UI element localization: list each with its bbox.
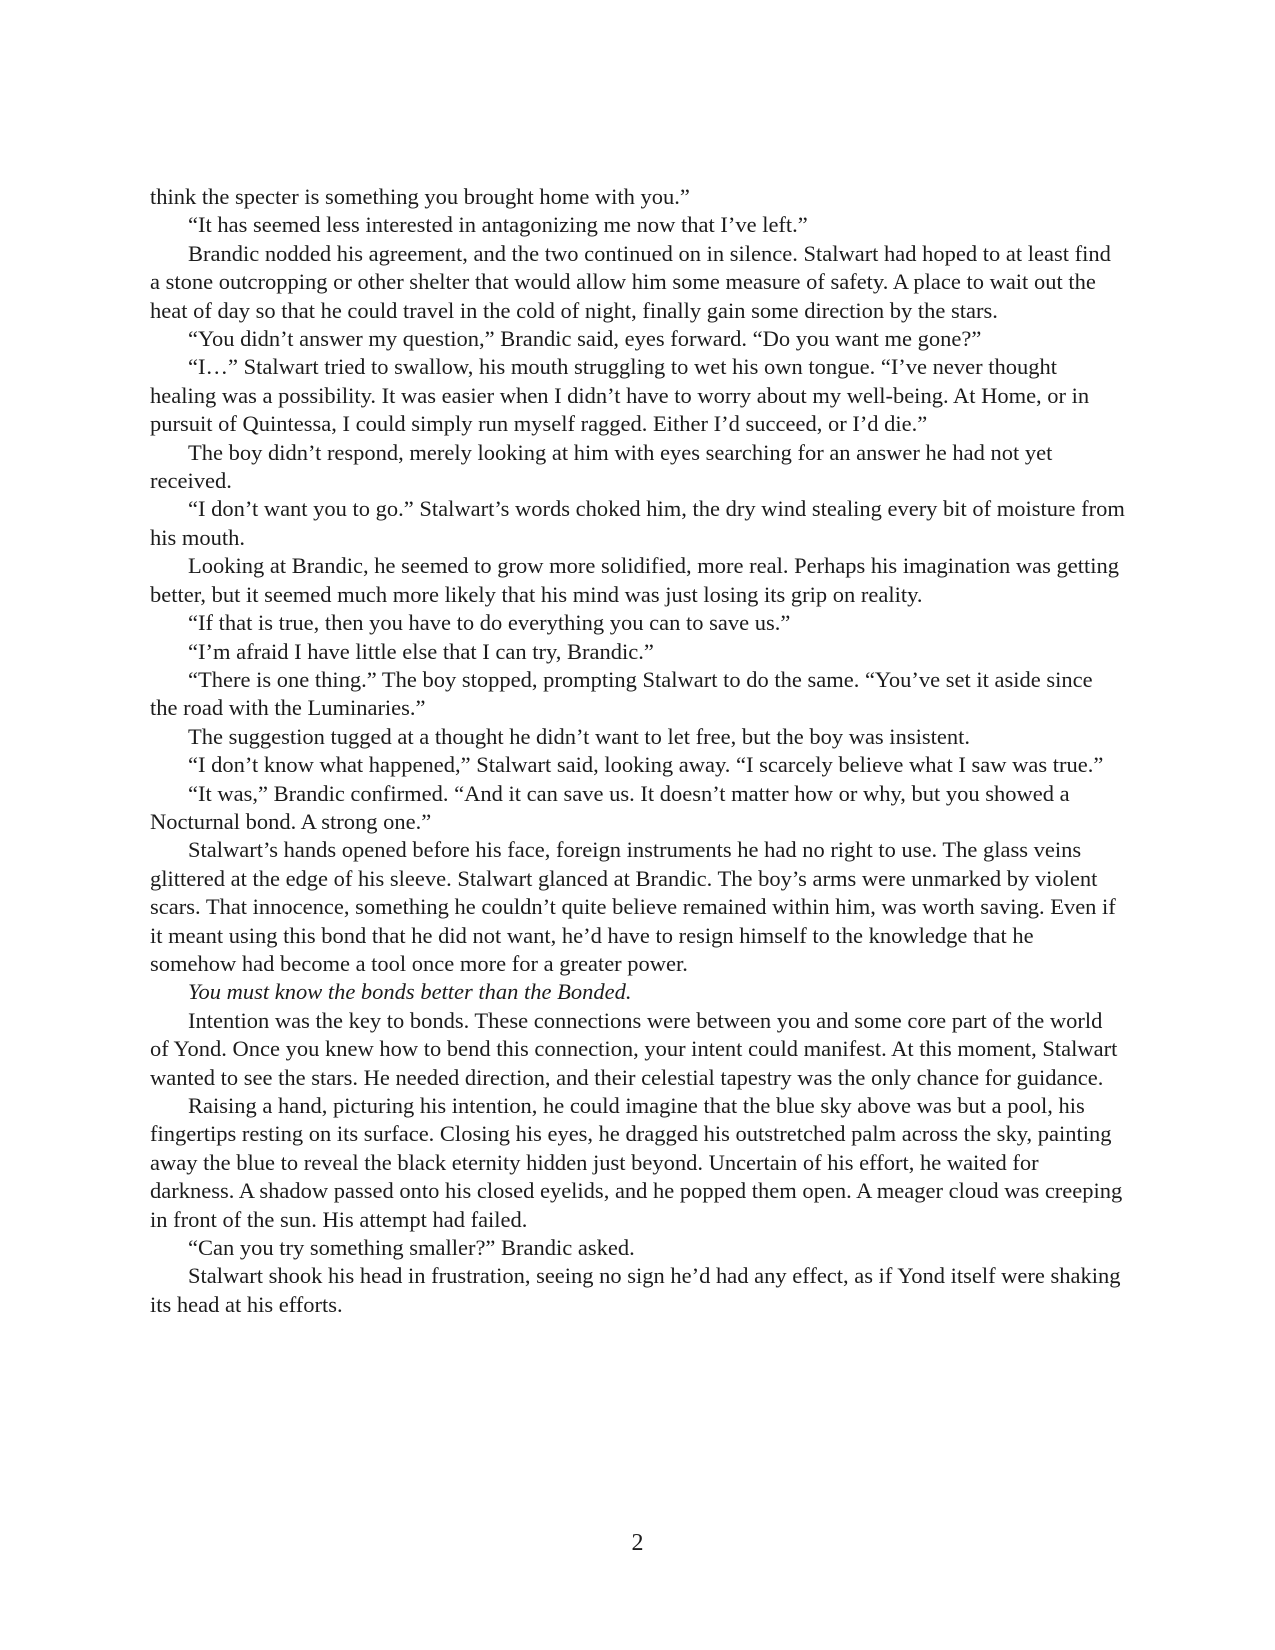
paragraph: Brandic nodded his agreement, and the two continued on in silence. Stalwart had hoped to at least find a stone outcropping or other shelter that would allow him some measure of safety. A place to wait out the heat of day so that he could travel in the cold of night, finally gain some direction by the stars. bbox=[150, 240, 1111, 323]
paragraph: Looking at Brandic, he seemed to grow more solidified, more real. Perhaps his imagination was getting better, but it seemed much more likely that his mind was just losing its grip on reality. bbox=[150, 553, 1120, 607]
paragraph: “It was,” Brandic confirmed. “And it can save us. It doesn’t matter how or why, but you showed a Nocturnal bond. A strong one.” bbox=[150, 780, 1070, 834]
paragraph: “You didn’t answer my question,” Brandic said, eyes forward. “Do you want me gone?” bbox=[188, 326, 982, 352]
paragraph: “If that is true, then you have to do everything you can to save us.” bbox=[188, 610, 791, 636]
paragraph: “It has seemed less interested in antagonizing me now that I’ve left.” bbox=[188, 212, 808, 238]
paragraph: think the specter is something you brought home with you.” bbox=[150, 184, 690, 209]
paragraph: The suggestion tugged at a thought he didn’t want to let free, but the boy was insistent. bbox=[188, 723, 970, 749]
paragraph: Intention was the key to bonds. These connections were between you and some core part of the world of Yond. Once you knew how to bend this connection, your intent could manifest. At this moment, Stalwart wanted to see the stars. He needed direction, and their celestial tapestry was the only chance for guidance. bbox=[150, 1007, 1118, 1090]
page-number: 2 bbox=[631, 1530, 644, 1556]
paragraph: “I don’t want you to go.” Stalwart’s words choked him, the dry wind stealing every bit of moisture from his mouth. bbox=[150, 496, 1125, 550]
paragraph: “There is one thing.” The boy stopped, prompting Stalwart to do the same. “You’ve set it aside since the road with the Luminaries.” bbox=[150, 666, 1093, 721]
paragraph: Raising a hand, picturing his intention, he could imagine that the blue sky above was but a pool, his fingertips resting on its surface. Closing his eyes, he dragged his outstretched palm across the sky, painting away the blue to reveal the black eternity hidden just beyond. Uncertain of his effort, he waited for darkness. A shadow passed onto his closed eyelids, and he popped them open. A meager cloud was creeping in front of the sun. His attempt had failed. bbox=[150, 1093, 1123, 1232]
paragraph: Stalwart shook his head in frustration, seeing no sign he’d had any effect, as if Yond itself were shaking its head at his efforts. bbox=[150, 1263, 1121, 1317]
paragraph: Stalwart’s hands opened before his face, foreign instruments he had no right to use. The glass veins glittered at the edge of his sleeve. Stalwart glanced at Brandic. The boy’s arms were unmarked by violent scars. That innocence, something he couldn’t quite believe remained within him, was worth saving. Even if it meant using this bond that he did not want, he’d have to resign himself to the knowledge that he somehow had become a tool once more for a greater power. bbox=[150, 837, 1116, 976]
paragraph: “I don’t know what happened,” Stalwart said, looking away. “I scarcely believe what I saw was true.” bbox=[188, 752, 1104, 778]
page-body bbox=[150, 183, 1125, 1319]
paragraph: “Can you try something smaller?” Brandic asked. bbox=[188, 1235, 635, 1261]
paragraph: “I…” Stalwart tried to swallow, his mouth struggling to wet his own tongue. “I’ve never thought healing was a possibility. It was easier when I didn’t have to worry about my well-being. At Home, or in pursuit of Quintessa, I could simply run myself ragged. Either I’d succeed, or I’d die.” bbox=[150, 354, 1090, 437]
paragraph: The boy didn’t respond, merely looking at him with eyes searching for an answer he had not yet received. bbox=[150, 439, 1053, 494]
paragraph: “I’m afraid I have little else that I can try, Brandic.” bbox=[188, 638, 654, 664]
italic-paragraph: You must know the bonds better than the Bonded. bbox=[188, 979, 632, 1005]
